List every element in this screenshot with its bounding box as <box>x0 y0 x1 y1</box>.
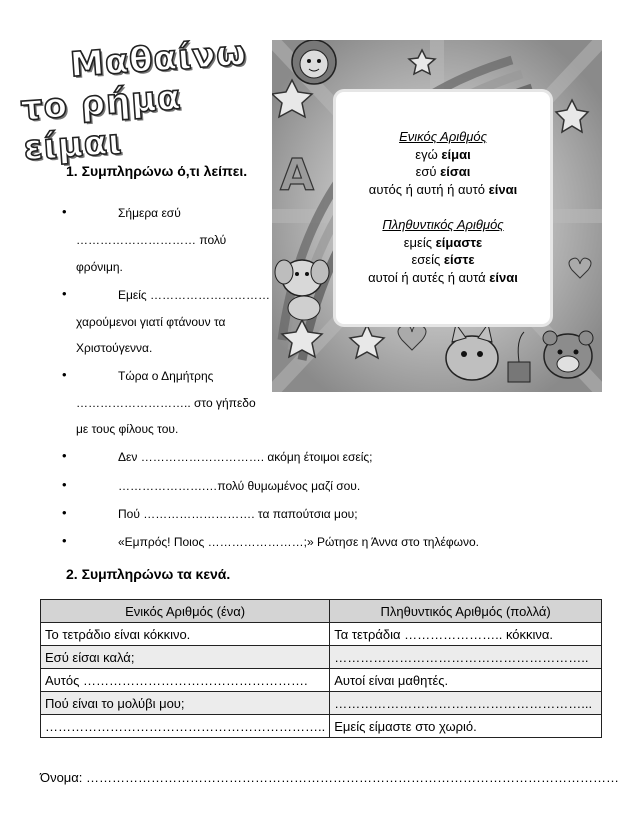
bullet-icon: • <box>62 286 67 301</box>
worksheet-title <box>19 33 272 169</box>
exercise-5-line-1: ………………….…πολύ θυμωμένος μαζί σου. <box>118 479 361 493</box>
title-line-2: το ρήμα είμαι <box>19 77 183 169</box>
verb-form: είστε <box>443 252 475 267</box>
section-1-heading: 1. Συμπληρώνω ό,τι λείπει. <box>66 163 248 179</box>
exercise-3-line-3: με τους φίλους του. <box>76 422 179 436</box>
fill-in-table <box>40 599 602 738</box>
verb-form: είναι <box>489 269 518 285</box>
exercise-4-line-1: Δεν …………………………. ακόμη έτοιμοι εσείς; <box>118 450 373 464</box>
table-cell: Αυτοί είναι μαθητές. <box>330 669 602 692</box>
bullet-icon: • <box>62 204 67 219</box>
table-cell: Τα τετράδια ………………….. κόκκινα. <box>330 623 602 646</box>
singular-heading: Ενικός Αριθμός <box>399 129 487 144</box>
verb-form: είμαστε <box>435 234 483 250</box>
bullet-icon: • <box>62 448 67 463</box>
table-cell: Πού είναι το μολύβι μου; <box>41 692 330 715</box>
exercise-1-line-3: φρόνιμη. <box>76 260 123 274</box>
student-name-line: Όνομα: …………………………………………………………………………………………………………… <box>40 770 620 785</box>
table-cell: Αυτός ……………………………………………. <box>41 669 330 692</box>
exercise-3-line-2: ……………………….. στο γήπεδο <box>76 396 256 410</box>
table-row <box>41 623 602 646</box>
illustration-frame <box>272 40 602 392</box>
exercise-2-line-1: Εμείς ………………………… <box>118 288 271 302</box>
singular-line-1 <box>336 146 550 164</box>
bullet-icon: • <box>62 477 67 492</box>
plural-line-1 <box>336 234 550 252</box>
table-cell: ………………………………………………….. <box>330 646 602 669</box>
table-row <box>41 692 602 715</box>
verb-form: είσαι <box>440 164 471 179</box>
exercise-7-line-1: «Εμπρός! Ποιος ……………………;» Ρώτησε η Άννα στο τηλέφωνο. <box>118 535 479 549</box>
exercise-2-line-3: Χριστούγεννα. <box>76 341 153 355</box>
pronoun: εσύ <box>415 164 441 179</box>
pronoun: εγώ <box>415 146 442 162</box>
table-row <box>41 646 602 669</box>
pronoun: εσείς <box>411 252 444 267</box>
exercise-3-line-1: Τώρα ο Δημήτρης <box>118 369 214 383</box>
exercise-1-line-2: ………………………… πολύ <box>76 233 227 247</box>
verb-conjugation-card <box>336 92 550 324</box>
section-2-heading: 2. Συμπληρώνω τα κενά. <box>66 566 231 582</box>
exercise-6-line-1: Πού ………………………. τα παπούτσια μου; <box>118 507 358 521</box>
table-cell: …………………………………………………... <box>330 692 602 715</box>
pronoun: αυτοί ή αυτές ή αυτά <box>368 269 490 285</box>
pronoun: αυτός ή αυτή ή αυτό <box>368 181 489 197</box>
singular-line-2 <box>336 163 550 181</box>
svg-text:A: A <box>280 150 315 201</box>
verb-form: είμαι <box>441 146 471 162</box>
plural-line-3 <box>336 269 550 287</box>
bullet-icon: • <box>62 533 67 548</box>
conjugation-text <box>336 128 550 286</box>
bullet-icon: • <box>62 505 67 520</box>
table-row <box>41 669 602 692</box>
title-line-1: Μαθαίνω <box>68 33 249 86</box>
singular-line-3 <box>336 181 550 199</box>
column-header-singular: Ενικός Αριθμός (ένα) <box>41 600 330 623</box>
table-cell: Εσύ είσαι καλά; <box>41 646 330 669</box>
bullet-icon: • <box>62 367 67 382</box>
table-cell: Το τετράδιο είναι κόκκινο. <box>41 623 330 646</box>
table-cell: ……………………………………………………….. <box>41 715 330 738</box>
table-header-row <box>41 600 602 623</box>
pronoun: εμείς <box>403 234 436 250</box>
plural-line-2 <box>336 251 550 269</box>
column-header-plural: Πληθυντικός Αριθμός (πολλά) <box>330 600 602 623</box>
table-cell: Εμείς είμαστε στο χωριό. <box>330 715 602 738</box>
exercise-2-line-2: χαρούμενοι γιατί φτάνουν τα <box>76 315 226 329</box>
plural-heading: Πληθυντικός Αριθμός <box>382 217 504 232</box>
exercise-1-line-1: Σήμερα εσύ <box>118 206 181 220</box>
table-row <box>41 715 602 738</box>
verb-form: είναι <box>488 181 518 197</box>
